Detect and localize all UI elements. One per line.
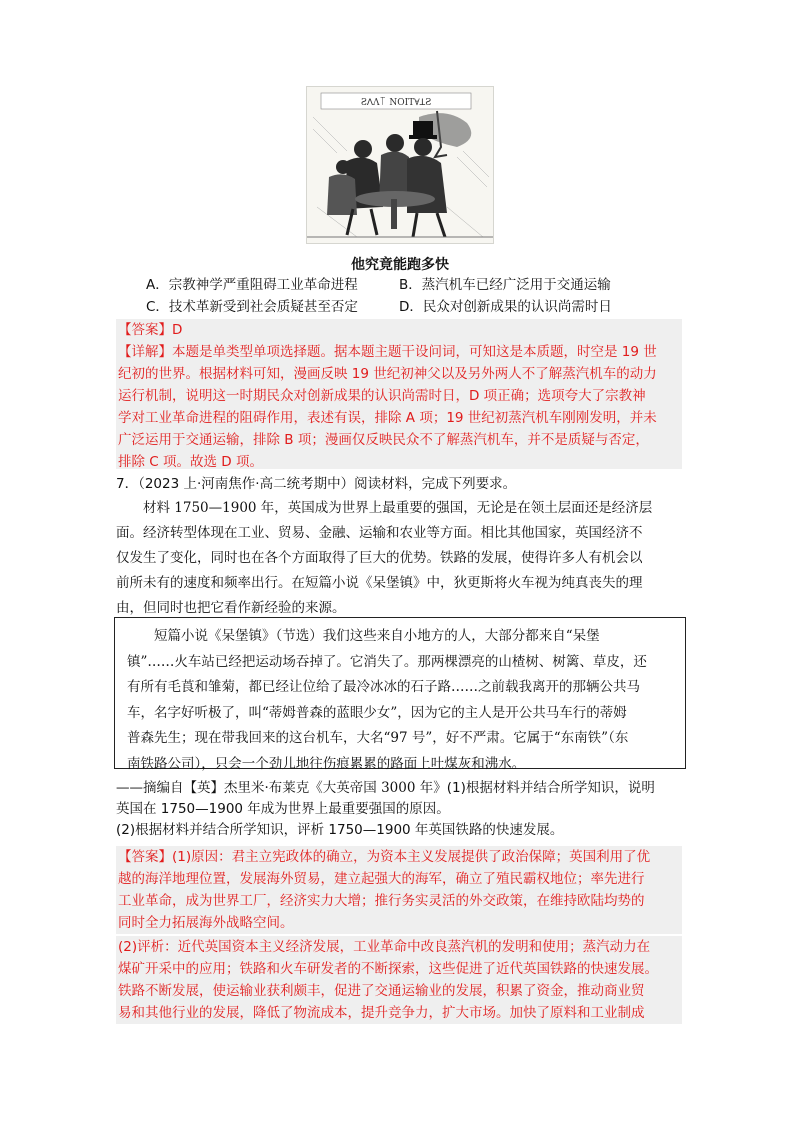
answer-line: 铁路不断发展，使运输业获利颇丰，促进了交通运输业的发展，积累了资金，推动商业贸 (118, 983, 645, 999)
source-and-requirements (116, 778, 686, 841)
answer-line: 工业革命，成为世界工厂，经济实力大增；推行务实灵活的外交政策，在维持欧陆均势的 (118, 893, 645, 909)
detail-line: 纪初的世界。根据材料可知，漫画反映 19 世纪初神父以及另外两人不了解蒸汽机车的动力 (118, 366, 657, 382)
material-line: 前所未有的速度和频率出行。在短篇小说《呆堡镇》中，狄更斯将火车视为纯真丧失的理 (116, 575, 643, 591)
material-line: 材料 1750—1900 年，英国成为世界上最重要的强国，无论是在领土层面还是经济层 (143, 500, 653, 516)
option-b: B．蒸汽机车已经广泛用于交通运输 (399, 277, 611, 293)
question-7-stem: 7．（2023 上·河南焦作·高二统考期中）阅读材料，完成下列要求。 (116, 476, 517, 492)
material-line: 面。经济转型体现在工业、贸易、金融、运输和农业等方面。相比其他国家，英国经济不 (116, 525, 643, 541)
answer-line: 易和其他行业的发展，降低了物流成本，提升竞争力，扩大市场。加快了原料和工业制成 (118, 1005, 645, 1021)
answer-block-q7-part2 (116, 936, 682, 1024)
excerpt-line: 南铁路公司），只会一个劲儿地往伤痕累累的路面上吐煤灰和沸水。 (127, 755, 526, 772)
excerpt-line: 普森先生；现在带我回来的这台机车，大名“97 号”，好不严肃。它属于“东南铁”（东 (127, 730, 629, 746)
excerpt-line: 有所有毛莨和雏菊，都已经让位给了最冷冰冰的石子路……之前载我离开的那辆公共马 (127, 679, 640, 695)
requirement-2: (2)根据材料并结合所学知识，评析 1750—1900 年英国铁路的快速发展。 (116, 822, 564, 838)
figure-caption: 他究竟能跑多快 (351, 257, 449, 273)
cartoon-illustration (306, 86, 494, 244)
detail-line: 学对工业革命进程的阻碍作用，表述有误，排除 A 项；19 世纪初蒸汽机车刚刚发明，并未 (118, 410, 657, 426)
option-a: A．宗教神学严重阻碍工业革命进程 (146, 277, 358, 293)
detail-line: 广泛运用于交通运输，排除 B 项；漫画仅反映民众不了解蒸汽机车，并不是质疑与否定， (118, 432, 649, 448)
answer-label: 【答案】D (118, 322, 183, 338)
answer-line: 同时全力拓展海外战略空间。 (118, 915, 294, 931)
source-citation: ——摘编自【英】杰里米·布莱克《大英帝国 3000 年》 (116, 780, 447, 796)
option-d: D．民众对创新成果的认识尚需时日 (399, 299, 612, 315)
answer-block-q7-part1 (116, 846, 682, 934)
detail-line: 排除 C 项。故选 D 项。 (118, 454, 263, 470)
novel-excerpt-box (114, 617, 686, 772)
answer-line: 【答案】(1)原因：君主立宪政体的确立，为资本主义发展提供了政治保障；英国利用了优 (118, 849, 651, 865)
answer-block-q6 (116, 319, 682, 469)
station-sign-text: ƧꓥΛ꓄ NOIT∀ꓕƧ (360, 98, 432, 108)
detail-line: 【详解】本题是单类型单项选择题。据本题主题干设问词，可知这是本质题，时空是 19 世 (118, 344, 657, 360)
excerpt-line: 车，名字好听极了，叫“蒂姆普森的蓝眼少女”，因为它的主人是开公共马车行的蒂姆 (127, 704, 627, 721)
excerpt-line: 短篇小说《呆堡镇》（节选）我们这些来自小地方的人，大部分都来自“呆堡 (154, 628, 600, 644)
requirement-1: (1)根据材料并结合所学知识，说明 (446, 780, 655, 796)
material-paragraph (116, 496, 686, 621)
material-line: 仅发生了变化，同时也在各个方面取得了巨大的优势。铁路的发展，使得许多人有机会以 (116, 550, 643, 566)
answer-line: (2)评析：近代英国资本主义经济发展，工业革命中改良蒸汽机的发明和使用；蒸汽动力在 (118, 939, 651, 955)
detail-line: 运行机制，说明这一时期民众对创新成果的认识尚需时日，D 项正确；选项夸大了宗教神 (118, 388, 646, 404)
material-line: 由，但同时也把它看作新经验的来源。 (116, 600, 346, 616)
requirement-1-cont: 英国在 1750—1900 年成为世界上最重要强国的原因。 (116, 801, 450, 817)
option-c: C．技术革新受到社会质疑甚至否定 (146, 299, 358, 315)
answer-line: 越的海洋地理位置，发展海外贸易，建立起强大的海军，确立了殖民霸权地位；率先进行 (118, 871, 645, 887)
answer-line: 煤矿开采中的应用；铁路和火车研发者的不断探索，这些促进了近代英国铁路的快速发展。 (118, 961, 658, 977)
excerpt-line: 镇”……火车站已经把运动场吞掉了。它消失了。那两棵漂亮的山楂树、树篱、草皮，还 (127, 653, 647, 670)
cartoon-drawing (307, 87, 493, 243)
